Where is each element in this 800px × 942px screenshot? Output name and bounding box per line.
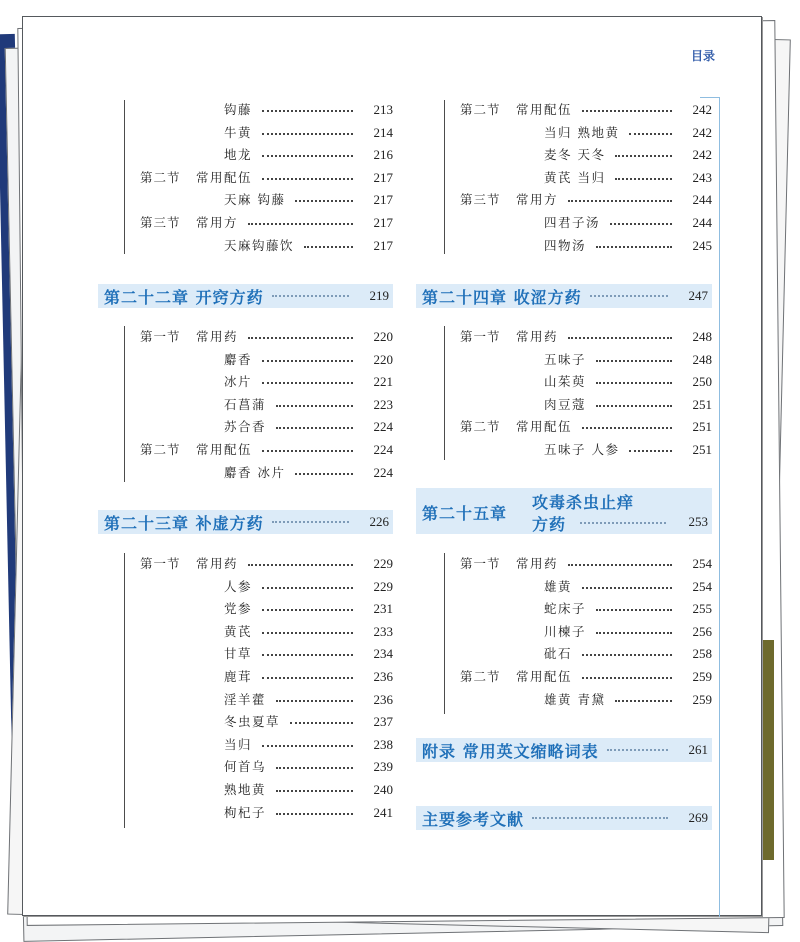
section-number: 第一节 — [460, 556, 501, 571]
toc-section-entry[interactable] — [460, 327, 712, 345]
page-margin-rule — [719, 97, 762, 917]
toc-item-entry[interactable] — [544, 622, 712, 640]
toc-item-entry[interactable] — [544, 644, 712, 662]
page-number: 251 — [692, 419, 712, 435]
toc-item-entry[interactable] — [544, 123, 712, 141]
entry-title: 常用配伍 — [516, 669, 573, 684]
page-number: 240 — [373, 782, 393, 797]
toc-item-entry[interactable] — [224, 780, 393, 798]
leader-dots — [262, 677, 353, 679]
toc-item-entry[interactable] — [224, 190, 393, 208]
page-number: 229 — [373, 556, 393, 571]
toc-item-entry[interactable] — [224, 350, 393, 368]
leader-dots — [262, 609, 353, 611]
page-number: 244 — [692, 215, 712, 230]
leader-dots — [582, 427, 672, 429]
toc-item-entry[interactable] — [544, 395, 712, 413]
leader-dots — [248, 564, 353, 566]
entry-title: 砒石 — [544, 646, 573, 662]
entry-title: 常用配伍 — [516, 102, 573, 117]
page-number: 244 — [692, 192, 712, 208]
page-number: 221 — [373, 374, 393, 390]
section-number: 第一节 — [140, 556, 181, 571]
leader-dots — [262, 587, 353, 589]
page-number: 242 — [692, 147, 712, 163]
leader-dots — [248, 337, 353, 339]
leader-dots — [568, 564, 672, 566]
toc-item-entry[interactable] — [224, 644, 393, 662]
leader-dots — [629, 450, 672, 452]
section-rule — [444, 100, 445, 254]
entry-title: 党参 — [224, 601, 253, 617]
leader-dots — [262, 382, 353, 384]
entry-title: 常用配伍 — [516, 419, 573, 435]
leader-dots — [596, 360, 672, 362]
leader-dots — [610, 223, 672, 225]
toc-item-entry[interactable] — [544, 350, 712, 368]
leader-dots — [596, 609, 672, 611]
toc-item-entry[interactable] — [224, 395, 393, 413]
leader-dots — [295, 200, 353, 202]
toc-item-entry[interactable] — [544, 690, 712, 708]
section-rule — [444, 326, 445, 460]
toc-item-entry[interactable] — [544, 577, 712, 595]
section-number: 第一节 — [460, 329, 501, 344]
toc-section-entry[interactable] — [140, 554, 393, 572]
toc-item-entry[interactable] — [224, 667, 393, 685]
page-number: 217 — [373, 237, 393, 253]
chapter-title: 附录 常用英文缩略词表 — [422, 741, 599, 761]
toc-item-entry[interactable] — [544, 372, 712, 390]
toc-item-entry[interactable] — [224, 372, 393, 390]
entry-title: 天麻 钩藤 — [224, 192, 286, 208]
leader-dots — [262, 745, 353, 747]
page-number: 234 — [373, 646, 393, 662]
chapter-heading[interactable] — [416, 738, 712, 762]
toc-section-entry[interactable] — [140, 327, 393, 345]
page-number: 269 — [688, 810, 708, 825]
leader-dots — [568, 337, 672, 339]
toc-item-entry[interactable] — [544, 145, 712, 163]
page-number: 250 — [692, 374, 712, 390]
entry-title: 麝香 冰片 — [224, 464, 286, 480]
toc-item-entry[interactable] — [544, 168, 712, 186]
page-number: 255 — [692, 601, 712, 617]
chapter-title: 方药 — [532, 515, 567, 534]
leader-dots — [582, 587, 672, 589]
leader-dots — [262, 178, 353, 180]
page-number: 217 — [373, 215, 393, 230]
entry-title: 黄芪 — [224, 623, 253, 639]
leader-dots — [276, 767, 353, 769]
page-number: 238 — [373, 736, 393, 752]
page-number: 229 — [373, 578, 393, 594]
entry-title: 常用配伍 — [196, 169, 253, 185]
entry-title: 麝香 — [224, 351, 253, 367]
entry-title: 肉豆蔻 — [544, 396, 587, 412]
page-number: 259 — [692, 691, 712, 707]
toc-section-entry[interactable] — [140, 168, 393, 186]
leader-dots — [568, 200, 672, 202]
leader-dots — [276, 700, 353, 702]
leader-dots — [582, 654, 672, 656]
toc-item-entry[interactable] — [544, 213, 712, 231]
page-number: 242 — [692, 102, 712, 117]
entry-title: 苏合香 — [224, 419, 267, 435]
page-number: 220 — [373, 329, 393, 344]
leader-dots — [596, 246, 672, 248]
entry-title: 甘草 — [224, 646, 253, 662]
leader-dots — [248, 223, 353, 225]
chapter-title: 攻毒杀虫止痒 — [532, 493, 635, 512]
chapter-title: 主要参考文献 — [422, 809, 525, 829]
entry-title: 常用方 — [196, 215, 239, 230]
leader-dots — [295, 473, 353, 475]
section-number: 第三节 — [460, 192, 501, 208]
section-number: 第一节 — [140, 329, 181, 344]
entry-title: 蛇床子 — [544, 601, 587, 617]
leader-dots — [262, 155, 353, 157]
toc-item-entry[interactable] — [224, 690, 393, 708]
page-number: 251 — [692, 442, 712, 457]
page-number: 214 — [373, 124, 393, 140]
page-number: 259 — [692, 669, 712, 684]
section-rule — [124, 326, 125, 482]
toc-section-entry[interactable] — [460, 100, 712, 118]
entry-title: 地龙 — [224, 147, 253, 163]
entry-title: 鹿茸 — [224, 669, 253, 684]
page-number: 248 — [692, 329, 712, 344]
entry-title: 人参 — [224, 578, 253, 594]
leader-dots — [615, 178, 672, 180]
leader-dots — [262, 360, 353, 362]
entry-title: 常用药 — [196, 556, 239, 571]
page-number: 237 — [373, 714, 393, 730]
toc-section-entry[interactable] — [460, 190, 712, 208]
page-number: 217 — [373, 169, 393, 185]
chapter-heading[interactable] — [98, 510, 393, 534]
entry-title: 常用方 — [516, 192, 559, 208]
page-number: 254 — [692, 556, 712, 571]
entry-title: 淫羊藿 — [224, 691, 267, 707]
entry-title: 冬虫夏草 — [224, 714, 281, 730]
toc-section-entry[interactable] — [140, 440, 393, 458]
toc-item-entry[interactable] — [224, 803, 393, 821]
entry-title: 川楝子 — [544, 623, 587, 639]
leader-dots — [262, 450, 353, 452]
entry-title: 雄黄 — [544, 578, 573, 594]
page-header: 目录 — [690, 49, 715, 63]
entry-title: 常用配伍 — [196, 442, 253, 457]
leader-dots — [272, 295, 349, 297]
page-number: 245 — [692, 237, 712, 253]
section-number: 第二节 — [140, 442, 181, 457]
entry-title: 枸杞子 — [224, 804, 267, 820]
section-number: 第二节 — [460, 419, 501, 435]
entry-title: 何首乌 — [224, 759, 267, 775]
entry-title: 四物汤 — [544, 237, 587, 253]
leader-dots — [272, 521, 349, 523]
toc-item-entry[interactable] — [224, 236, 393, 254]
page-number: 239 — [373, 759, 393, 775]
toc-section-entry[interactable] — [140, 213, 393, 231]
toc-item-entry[interactable] — [224, 100, 393, 118]
toc-section-entry[interactable] — [460, 417, 712, 435]
entry-title: 冰片 — [224, 374, 253, 390]
section-number: 第二节 — [460, 102, 501, 117]
page-number: 220 — [373, 351, 393, 367]
page-number: 213 — [373, 102, 393, 117]
leader-dots — [629, 133, 672, 135]
toc-item-entry[interactable] — [224, 599, 393, 617]
chapter-heading[interactable] — [416, 488, 712, 534]
leader-dots — [304, 246, 353, 248]
chapter-title: 第二十二章 开窍方药 — [104, 287, 264, 307]
toc-item-entry[interactable] — [224, 417, 393, 435]
chapter-heading[interactable] — [416, 284, 712, 308]
toc-item-entry[interactable] — [544, 236, 712, 254]
page-number: 223 — [373, 396, 393, 412]
entry-title: 雄黄 青黛 — [544, 691, 606, 707]
toc-item-entry[interactable] — [224, 145, 393, 163]
entry-title: 五味子 — [544, 351, 587, 367]
toc-section-entry[interactable] — [460, 554, 712, 572]
page-number: 261 — [688, 742, 708, 757]
leader-dots — [596, 382, 672, 384]
entry-title: 黄芪 当归 — [544, 169, 606, 185]
toc-item-entry[interactable] — [224, 123, 393, 141]
chapter-title: 第二十三章 补虚方药 — [104, 513, 264, 533]
page-number: 217 — [373, 192, 393, 208]
page-number: 224 — [373, 419, 393, 435]
entry-title: 山茱萸 — [544, 374, 587, 390]
leader-dots — [290, 722, 353, 724]
page-number: 226 — [369, 514, 389, 529]
toc-section-entry[interactable] — [460, 667, 712, 685]
leader-dots — [276, 813, 353, 815]
entry-title: 天麻钩藤饮 — [224, 237, 295, 253]
entry-title: 当归 熟地黄 — [544, 124, 620, 140]
leader-dots — [590, 295, 668, 297]
page-number: 258 — [692, 646, 712, 662]
toc-item-entry[interactable] — [544, 440, 712, 458]
page-number: 251 — [692, 396, 712, 412]
chapter-heading[interactable] — [98, 284, 393, 308]
leader-dots — [276, 427, 353, 429]
page-number: 236 — [373, 669, 393, 684]
toc-item-entry[interactable] — [224, 622, 393, 640]
section-rule — [124, 100, 125, 254]
entry-title: 四君子汤 — [544, 215, 601, 230]
page-number: 241 — [373, 804, 393, 820]
leader-dots — [596, 632, 672, 634]
section-rule — [124, 553, 125, 828]
leader-dots — [276, 790, 353, 792]
entry-title: 常用药 — [196, 329, 239, 344]
leader-dots — [607, 749, 668, 751]
chapter-title: 第二十四章 收涩方药 — [422, 287, 582, 307]
leader-dots — [262, 133, 353, 135]
toc-item-entry[interactable] — [544, 599, 712, 617]
entry-title: 当归 — [224, 736, 253, 752]
page-number: 247 — [688, 288, 708, 303]
page-number: 243 — [692, 169, 712, 185]
chapter-heading[interactable] — [416, 806, 712, 830]
leader-dots — [276, 405, 353, 407]
leader-dots — [262, 110, 353, 112]
toc-item-entry[interactable] — [224, 463, 393, 481]
page-number: 253 — [688, 514, 708, 529]
leader-dots — [615, 155, 672, 157]
toc-item-entry[interactable] — [224, 757, 393, 775]
page-number: 242 — [692, 124, 712, 140]
leader-dots — [262, 654, 353, 656]
section-rule — [444, 553, 445, 714]
section-number: 第二节 — [140, 169, 181, 185]
entry-title: 五味子 人参 — [544, 442, 620, 457]
page-number: 231 — [373, 601, 393, 617]
page-number: 248 — [692, 351, 712, 367]
page-number: 254 — [692, 578, 712, 594]
page-number: 219 — [369, 288, 389, 303]
leader-dots — [596, 405, 672, 407]
entry-title: 常用药 — [516, 556, 559, 571]
toc-item-entry[interactable] — [224, 577, 393, 595]
entry-title: 钩藤 — [224, 102, 253, 117]
entry-title: 常用药 — [516, 329, 559, 344]
toc-item-entry[interactable] — [224, 712, 393, 730]
leader-dots — [582, 677, 672, 679]
toc-item-entry[interactable] — [224, 735, 393, 753]
page-number: 224 — [373, 464, 393, 480]
section-number: 第二节 — [460, 669, 501, 684]
entry-title: 石菖蒲 — [224, 396, 267, 412]
leader-dots — [580, 522, 666, 524]
entry-title: 熟地黄 — [224, 782, 267, 797]
leader-dots — [262, 632, 353, 634]
page-number: 233 — [373, 623, 393, 639]
chapter-number: 第二十五章 — [422, 504, 508, 523]
section-number: 第三节 — [140, 215, 181, 230]
page-number: 236 — [373, 691, 393, 707]
entry-title: 牛黄 — [224, 124, 253, 140]
page-number: 256 — [692, 623, 712, 639]
page-number: 216 — [373, 147, 393, 163]
leader-dots — [532, 817, 668, 819]
leader-dots — [615, 700, 672, 702]
leader-dots — [582, 110, 672, 112]
entry-title: 麦冬 天冬 — [544, 147, 606, 163]
page-number: 224 — [373, 442, 393, 457]
